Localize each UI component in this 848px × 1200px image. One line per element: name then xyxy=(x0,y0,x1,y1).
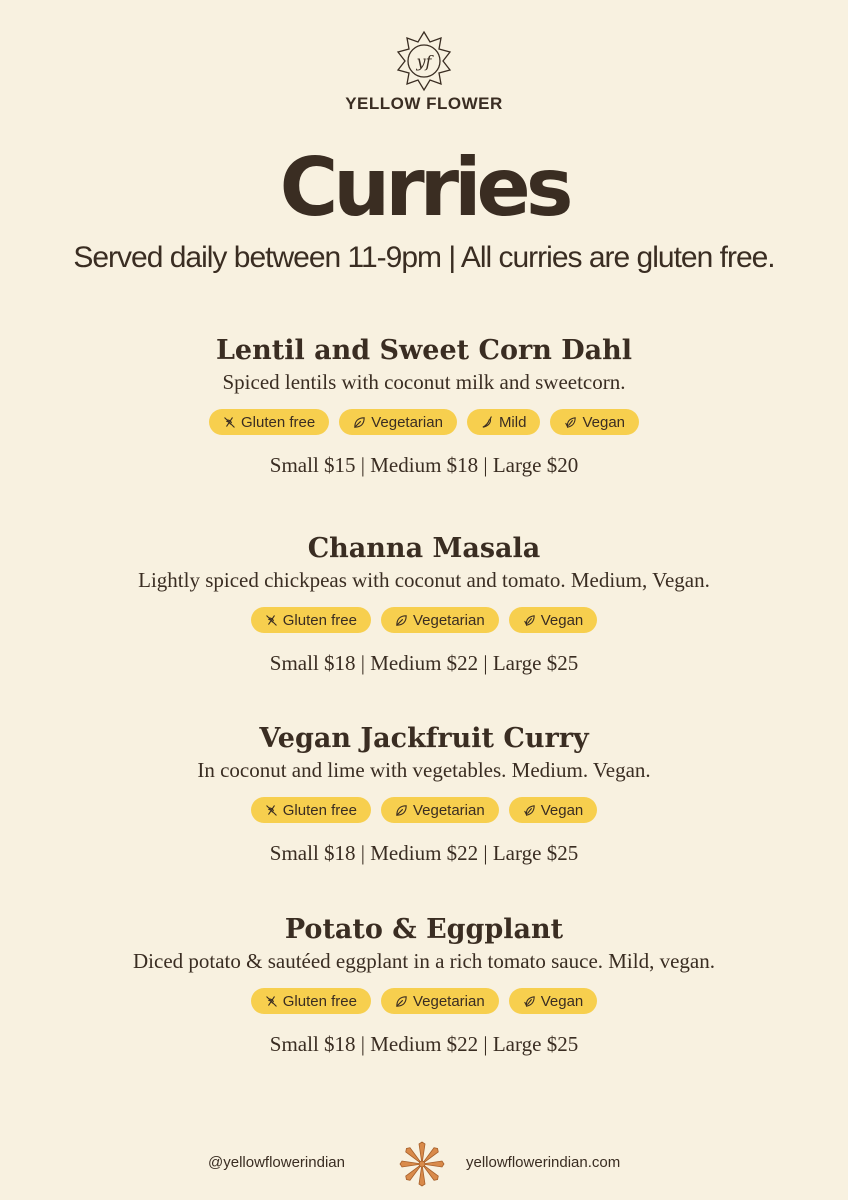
item-name: Vegan Jackfruit Curry xyxy=(259,723,589,754)
brand-name: YELLOW FLOWER xyxy=(345,94,503,113)
menu-item xyxy=(0,722,848,867)
tag-list xyxy=(0,988,848,1014)
menu-item xyxy=(0,532,848,677)
logo-monogram: yf xyxy=(416,52,432,71)
diet-tag-label: Vegetarian xyxy=(412,611,485,629)
diet-tag-label: Gluten free xyxy=(282,801,357,819)
diet-tag-label: Gluten free xyxy=(282,992,357,1010)
item-prices: Small $18 | Medium $22 | Large $25 xyxy=(269,841,579,865)
item-name: Lentil and Sweet Corn Dahl xyxy=(215,335,633,366)
leaf-icon xyxy=(395,804,408,817)
diet-tag xyxy=(339,409,457,435)
diet-tag xyxy=(381,797,499,823)
logo xyxy=(0,30,848,114)
diet-tag-label: Vegan xyxy=(540,992,584,1010)
page-title: Curries xyxy=(279,141,569,234)
star-anise-icon xyxy=(398,1140,446,1188)
item-description: In coconut and lime with vegetables. Medium. Vegan. xyxy=(197,758,651,782)
footer xyxy=(0,1140,848,1188)
item-prices: Small $18 | Medium $22 | Large $25 xyxy=(269,1032,579,1056)
diet-tag-label: Vegan xyxy=(582,413,625,431)
item-name: Potato & Eggplant xyxy=(284,914,564,945)
item-prices: Small $15 | Medium $18 | Large $20 xyxy=(269,453,579,477)
diet-tag xyxy=(509,607,598,633)
item-name: Channa Masala xyxy=(307,533,541,564)
wheat-crossed-icon xyxy=(223,416,236,429)
wheat-crossed-icon xyxy=(265,804,278,817)
vegan-leaf-icon xyxy=(564,416,577,429)
item-prices: Small $18 | Medium $22 | Large $25 xyxy=(269,651,579,675)
leaf-icon xyxy=(353,416,366,429)
diet-tag-label: Gluten free xyxy=(240,413,316,431)
vegan-leaf-icon xyxy=(523,804,536,817)
diet-tag xyxy=(509,988,598,1014)
item-description: Spiced lentils with coconut milk and sweetcorn. xyxy=(222,370,626,394)
diet-tag-label: Vegan xyxy=(540,611,584,629)
diet-tag-label: Vegetarian xyxy=(371,413,443,431)
vegan-leaf-icon xyxy=(523,614,536,627)
tag-list xyxy=(0,607,848,633)
page-subtitle: Served daily between 11-9pm | All curries are gluten free. xyxy=(73,241,775,274)
item-description: Lightly spiced chickpeas with coconut and tomato. Medium, Vegan. xyxy=(138,568,710,592)
diet-tag-label: Vegetarian xyxy=(412,801,485,819)
diet-tag xyxy=(509,797,598,823)
diet-tag-label: Mild xyxy=(498,413,527,431)
leaf-icon xyxy=(395,614,408,627)
diet-tag-label: Vegan xyxy=(540,801,584,819)
diet-tag xyxy=(550,409,639,435)
wheat-crossed-icon xyxy=(265,995,278,1008)
diet-tag xyxy=(209,409,329,435)
vegan-leaf-icon xyxy=(523,995,536,1008)
diet-tag xyxy=(381,607,499,633)
tag-list xyxy=(0,409,848,435)
diet-tag-label: Gluten free xyxy=(282,611,357,629)
item-description: Diced potato & sautéed eggplant in a rich tomato sauce. Mild, vegan. xyxy=(133,949,715,973)
menu-item xyxy=(0,334,848,479)
tag-list xyxy=(0,797,848,823)
website-link[interactable]: yellowflowerindian.com xyxy=(466,1154,621,1171)
diet-tag xyxy=(381,988,499,1014)
flower-logo-icon xyxy=(393,30,455,92)
wheat-crossed-icon xyxy=(265,614,278,627)
menu-item xyxy=(0,913,848,1058)
social-handle[interactable]: @yellowflowerindian xyxy=(208,1154,345,1171)
chili-icon xyxy=(481,416,494,429)
diet-tag xyxy=(467,409,541,435)
diet-tag xyxy=(251,988,371,1014)
leaf-icon xyxy=(395,995,408,1008)
diet-tag xyxy=(251,797,371,823)
diet-tag-label: Vegetarian xyxy=(412,992,485,1010)
diet-tag xyxy=(251,607,371,633)
